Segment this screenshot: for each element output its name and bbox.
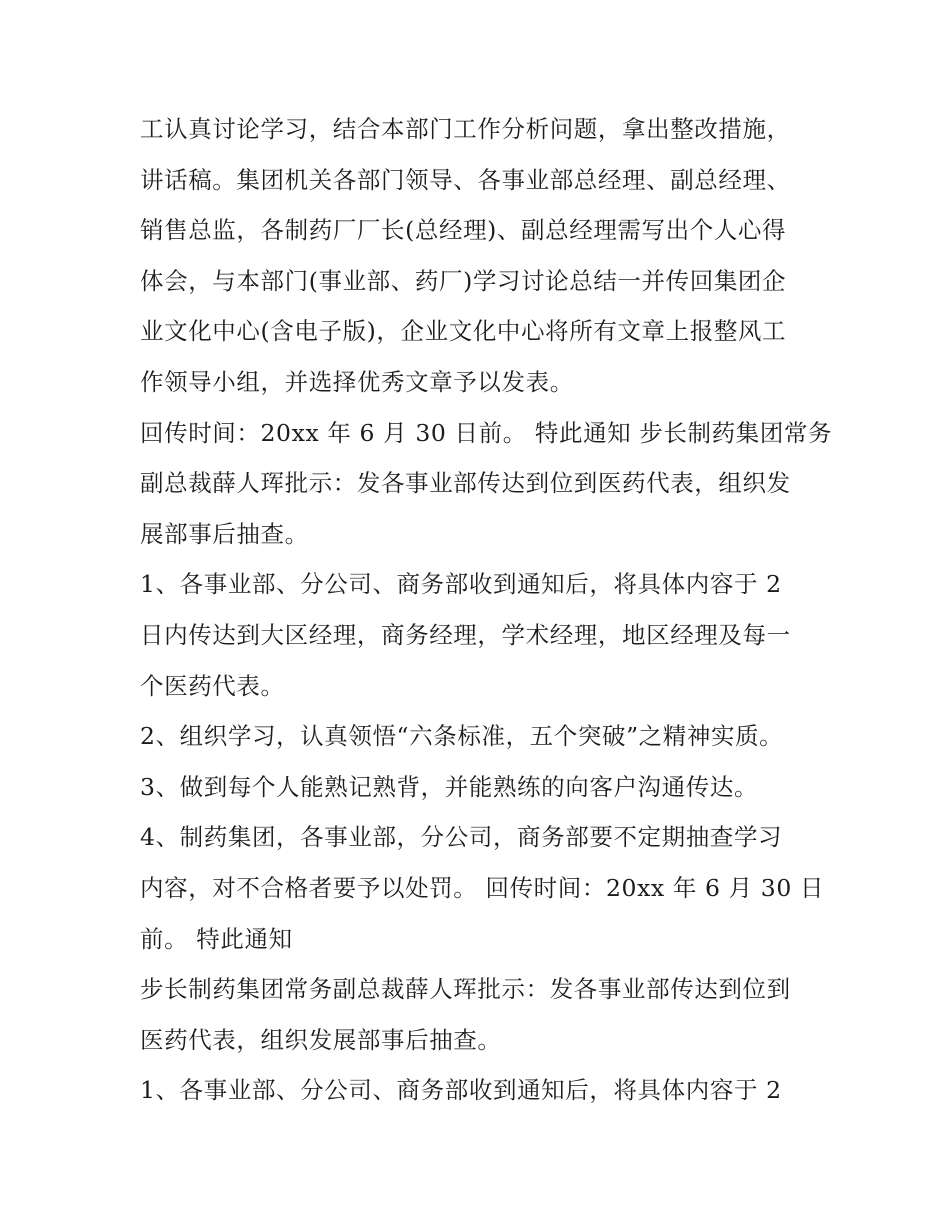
text-line: 医药代表，组织发展部事后抽查。 [140,1025,502,1054]
text-line: 工认真讨论学习，结合本部门工作分析问题，拿出整改措施， [140,115,791,143]
text-line: 个医药代表。 [140,671,285,700]
text-line: 内容，对不合格者要予以处罚。 回传时间：20xx 年 6 月 30 日 [140,873,825,902]
text-line: 2、组织学习，认真领悟“六条标准，五个突破”之精神实质。 [140,722,784,751]
text-line: 讲话稿。集团机关各部门领导、各事业部总经理、副总经理、 [140,165,791,194]
text-line: 展部事后抽查。 [140,519,309,548]
text-line: 日内传达到大区经理，商务经理，学术经理，地区经理及每一 [140,620,791,649]
text-line: 回传时间：20xx 年 6 月 30 日前。 特此通知 步长制药集团常务 [140,418,833,447]
text-line: 副总裁薛人珲批示：发各事业部传达到位到医药代表，组织发 [140,469,791,498]
text-line: 作领导小组，并选择优秀文章予以发表。 [140,367,574,396]
text-line: 业文化中心(含电子版)，企业文化中心将所有文章上报整风工 [140,317,787,346]
text-line: 销售总监，各制药厂厂长(总经理)、副总经理需写出个人心得 [140,216,787,245]
document-body [140,104,840,1116]
text-line: 前。 特此通知 [140,924,293,953]
text-line: 体会，与本部门(事业部、药厂)学习讨论总结一并传回集团企 [140,266,787,295]
text-line: 3、做到每个人能熟记熟背，并能熟练的向客户沟通传达。 [140,772,759,801]
text-line: 步长制药集团常务副总裁薛人珲批示：发各事业部传达到位到 [140,975,791,1004]
text-line: 4、制药集团，各事业部，分公司，商务部要不定期抽查学习 [140,823,783,852]
text-line: 1、各事业部、分公司、商务部收到通知后，将具体内容于 2 [140,570,782,599]
text-line: 1、各事业部、分公司、商务部收到通知后，将具体内容于 2 [140,1076,782,1105]
